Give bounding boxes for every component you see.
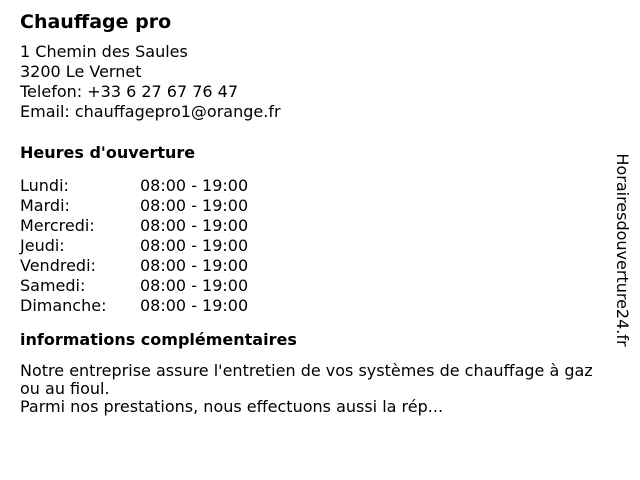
info-heading: informations complémentaires [20,330,297,349]
hours-row-wednesday [20,216,600,236]
time-range: 08:00 - 19:00 [140,176,249,195]
opening-hours-list [20,176,600,316]
contact-block [20,42,600,122]
hours-heading: Heures d'ouverture [20,143,196,162]
info-paragraph-1: Notre entreprise assure l'entretien de vos systèmes de chauffage à gaz ou au fioul. [20,361,593,398]
hours-row-tuesday [20,196,600,216]
business-card [20,10,600,416]
day-label: Jeudi: [20,236,65,255]
day-label: Dimanche: [20,296,107,315]
hours-row-friday [20,256,600,276]
info-description [20,362,595,416]
day-label: Vendredi: [20,256,96,275]
time-range: 08:00 - 19:00 [140,236,249,255]
time-range: 08:00 - 19:00 [140,256,249,275]
day-label: Mercredi: [20,216,95,235]
hours-row-sunday [20,296,600,316]
time-range: 08:00 - 19:00 [140,216,249,235]
email-line: Email: chauffagepro1@orange.fr [20,102,281,121]
time-range: 08:00 - 19:00 [140,276,249,295]
day-label: Lundi: [20,176,69,195]
hours-row-thursday [20,236,600,256]
site-watermark: Horairesdouverture24.fr [613,153,632,347]
business-name: Chauffage pro [20,11,172,33]
time-range: 08:00 - 19:00 [140,196,249,215]
time-range: 08:00 - 19:00 [140,296,249,315]
day-label: Mardi: [20,196,70,215]
address-line-2: 3200 Le Vernet [20,62,142,81]
day-label: Samedi: [20,276,86,295]
hours-row-monday [20,176,600,196]
hours-row-saturday [20,276,600,296]
address-line-1: 1 Chemin des Saules [20,42,188,61]
info-paragraph-2: Parmi nos prestations, nous effectuons aussi la rép... [20,397,444,416]
phone-line: Telefon: +33 6 27 67 76 47 [20,82,239,101]
